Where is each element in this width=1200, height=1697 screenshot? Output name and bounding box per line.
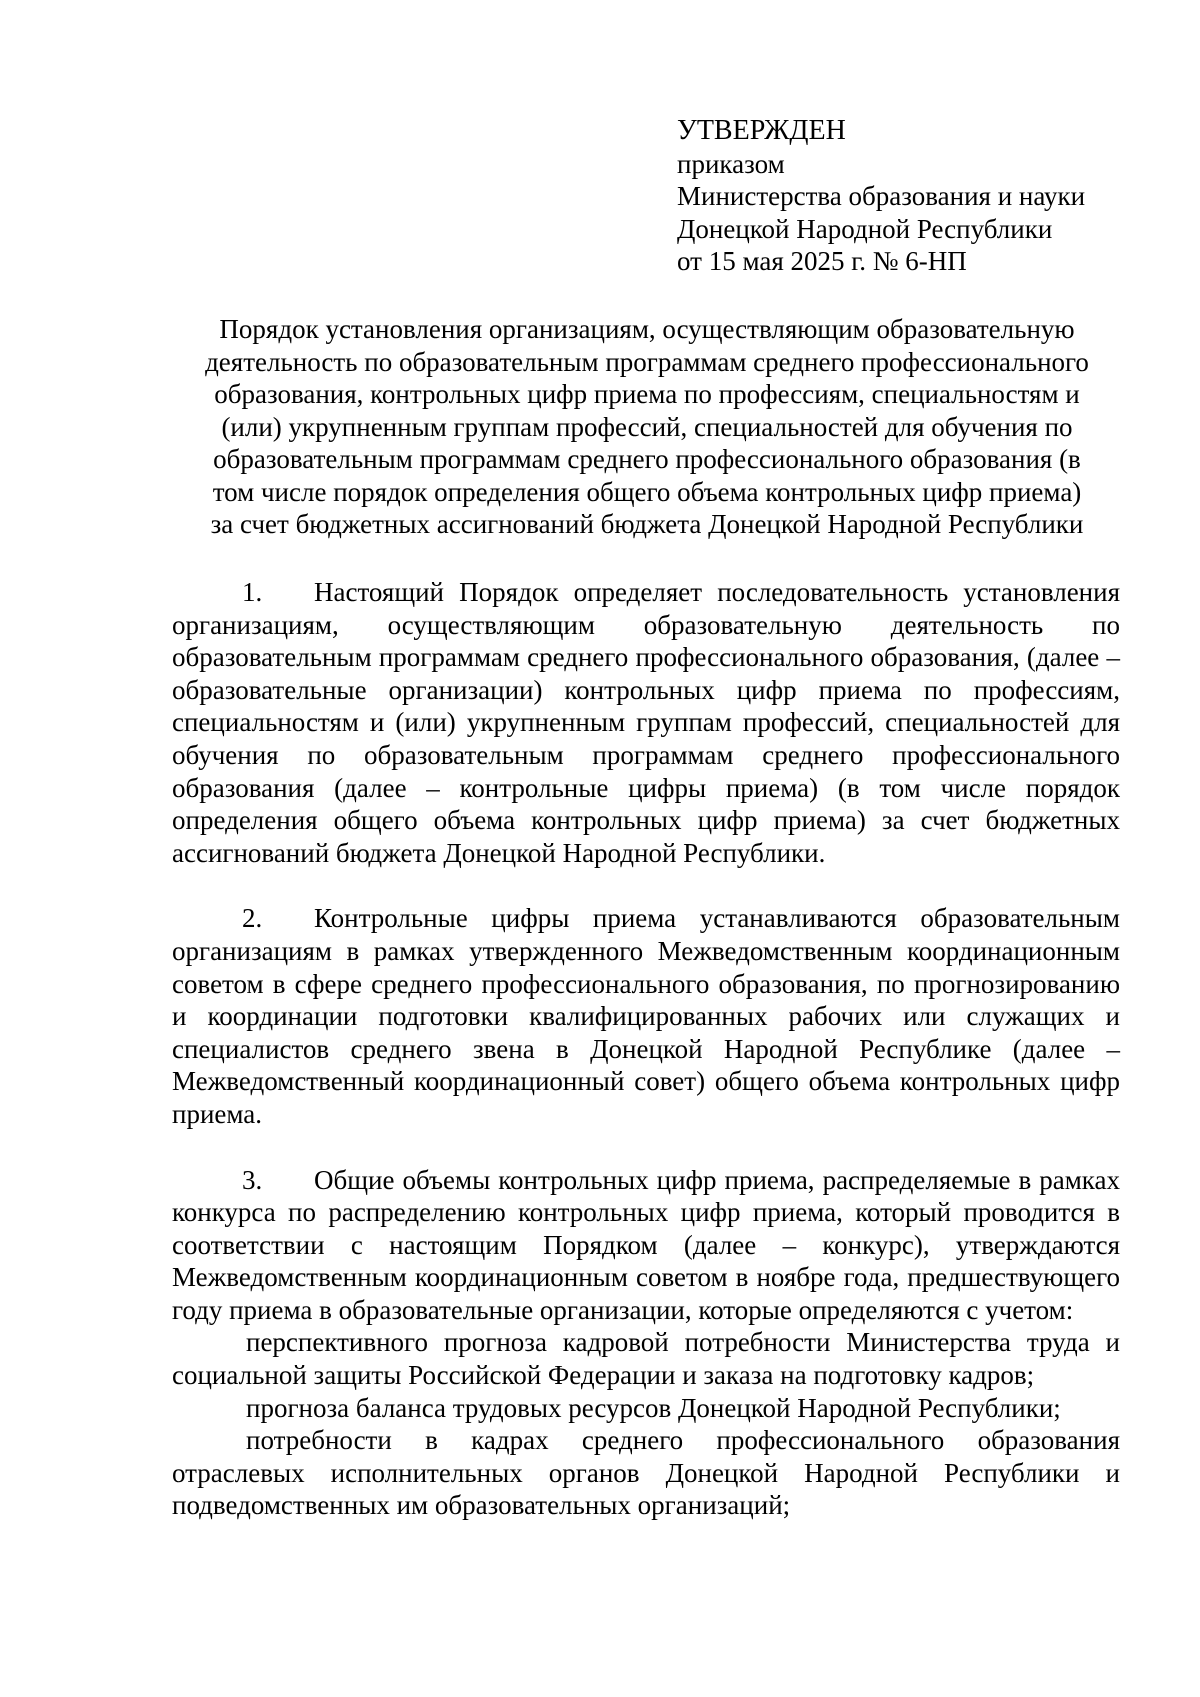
section-1-paragraph — [172, 576, 1120, 869]
title-line: том числе порядок определения общего объема контрольных цифр приема) — [212, 476, 1082, 507]
approval-heading: УТВЕРЖДЕН — [677, 115, 846, 146]
section-3-item: потребности в кадрах среднего профессионального образования отраслевых исполнительных органов Донецкой Народной Республики и подведомственных им образовательных организаций; — [172, 1425, 1120, 1521]
section-3-paragraph — [172, 1164, 1120, 1327]
document-title — [172, 313, 1122, 541]
title-line: образовательным программам среднего профессионального образования (в — [213, 444, 1081, 474]
approval-stamp-block — [677, 115, 1157, 278]
title-line: деятельность по образовательным программам среднего профессионального — [205, 346, 1089, 377]
title-line: (или) укрупненным группам профессий, специальностей для обучения по — [221, 411, 1073, 442]
title-line: образования, контрольных цифр приема по профессиям, специальностям и — [214, 379, 1080, 409]
approval-republic-line: Донецкой Народной Республики — [677, 213, 1053, 244]
section-1-text: Настоящий Порядок определяет последовательность установления организациям, осуществляющим образовательную деятельность по образовательным программам среднего профессионального образования, (далее – образовательные организации) контрольных цифр приема по профессиям, специальностям и (или) укрупненным группам профессий, специальностей для обучения по образовательным программам среднего профессионального образования (далее – контрольные цифры приема) (в том числе порядок определения общего объема контрольных цифр приема) за счет бюджетных ассигнований бюджета Донецкой Народной Республики. — [172, 577, 1120, 868]
title-line: за счет бюджетных ассигнований бюджета Донецкой Народной Республики — [210, 509, 1084, 539]
approval-ministry-line: Министерства образования и науки — [677, 181, 1086, 211]
paragraph-gap — [172, 1131, 1120, 1164]
section-2-paragraph — [172, 902, 1120, 1130]
approval-date-line: от 15 мая 2025 г. № 6-НП — [677, 246, 967, 276]
approval-order-line: приказом — [677, 148, 785, 179]
section-2-number: 2. — [242, 903, 263, 934]
document-body — [172, 576, 1120, 1522]
title-line: Порядок установления организациям, осуществляющим образовательную — [219, 314, 1075, 344]
section-3-item: перспективного прогноза кадровой потребности Министерства труда и социальной защиты Российской Федерации и заказа на подготовку кадров; — [172, 1327, 1120, 1391]
section-2-text: Контрольные цифры приема устанавливаются образовательным организациям в рамках утвержденного Межведомственным координационным советом в сфере среднего профессионального образования, по прогнозированию и координации подготовки квалифицированных рабочих или служащих и специалистов среднего звена в Донецкой Народной Республике (далее – Межведомственный координационный совет) общего объема контрольных цифр приема. — [172, 903, 1120, 1129]
section-3-number: 3. — [242, 1164, 263, 1195]
section-3-text: Общие объемы контрольных цифр приема, распределяемые в рамках конкурса по распределению контрольных цифр приема, который проводится в соответствии с настоящим Порядком (далее – конкурс), утверждаются Межведомственным координационным советом в ноябре года, предшествующего году приема в образовательные организации, которые определяются с учетом: — [172, 1164, 1120, 1325]
section-3-item: прогноза баланса трудовых ресурсов Донецкой Народной Республики; — [246, 1392, 1061, 1423]
section-1-number: 1. — [242, 577, 263, 607]
paragraph-gap — [172, 869, 1120, 902]
